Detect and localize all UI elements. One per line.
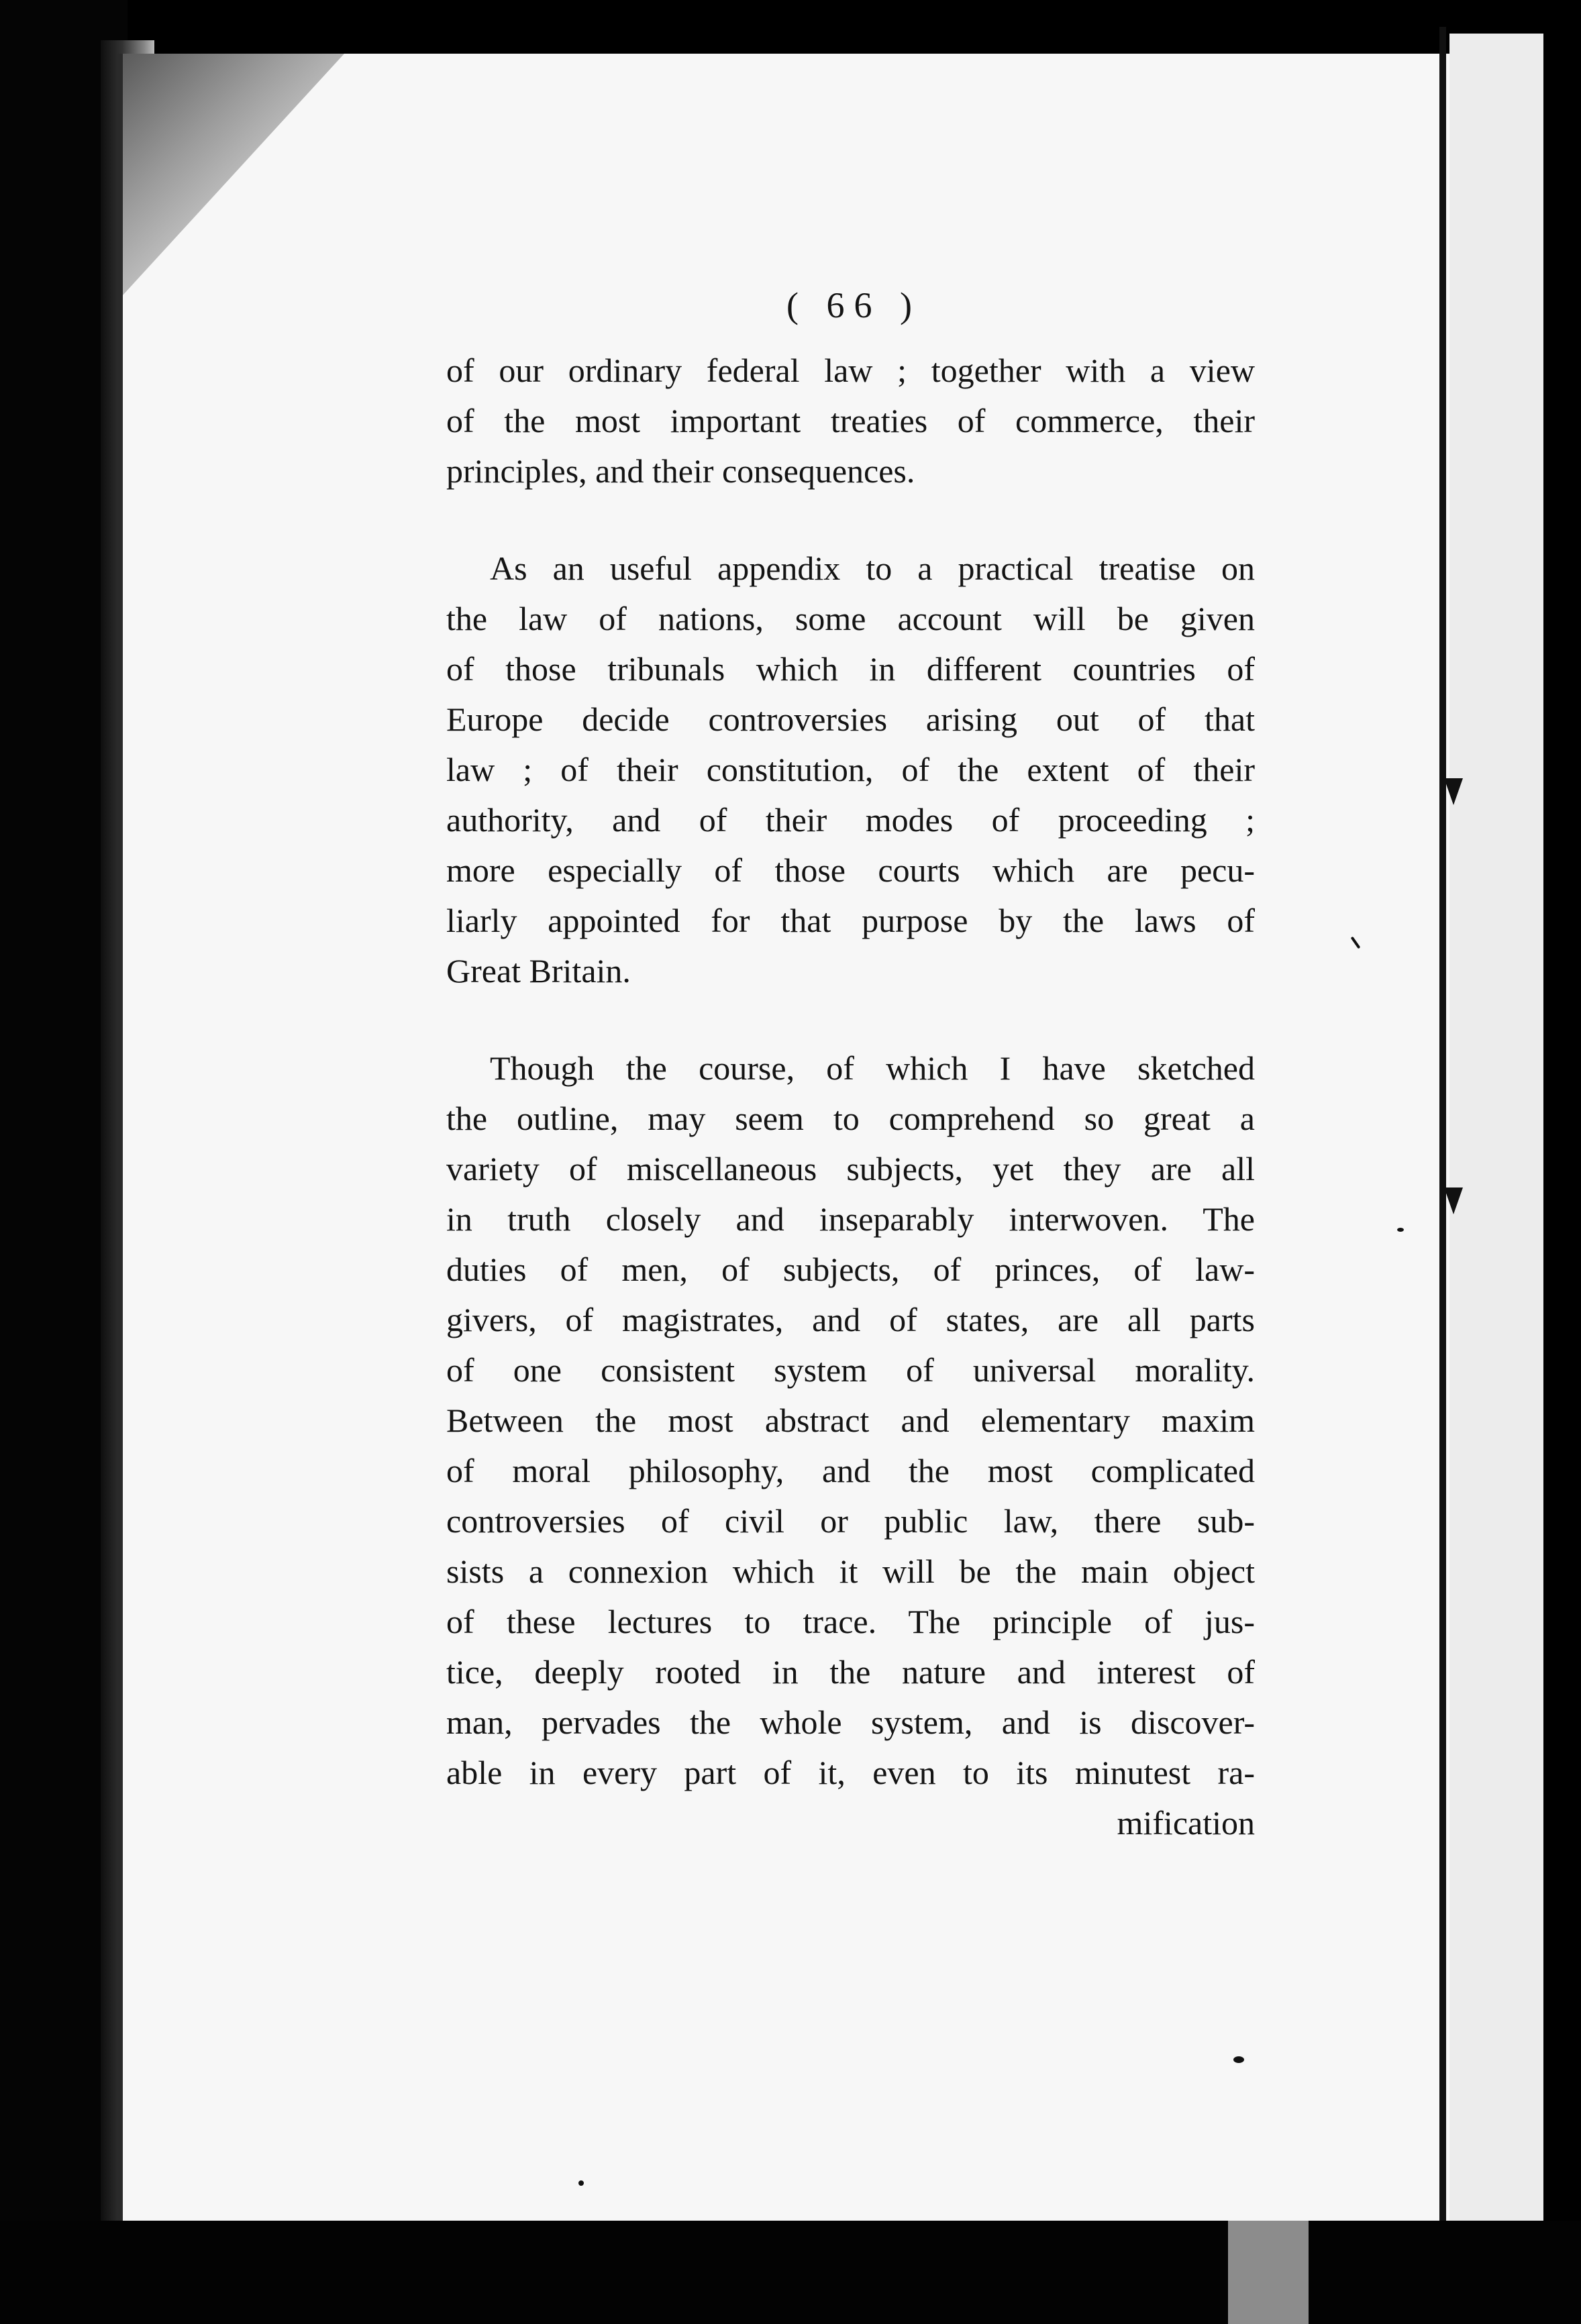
text-line: tice, deeply rooted in the nature and interest of bbox=[446, 1653, 1255, 1691]
page-fold-line bbox=[1439, 27, 1446, 2234]
fold-notch-mark bbox=[1444, 1187, 1463, 1214]
text-line: controversies of civil or public law, there sub- bbox=[446, 1502, 1255, 1540]
text-line: duties of men, of subjects, of princes, of law- bbox=[446, 1251, 1255, 1288]
scan-right-margin bbox=[1543, 0, 1581, 2324]
text-line: of moral philosophy, and the most complicated bbox=[446, 1452, 1255, 1489]
scan-bottom-tab bbox=[1228, 2221, 1309, 2324]
text-line: variety of miscellaneous subjects, yet they are all bbox=[446, 1150, 1255, 1187]
text-line: of those tribunals which in different countries of bbox=[446, 650, 1255, 688]
catchword: mification bbox=[1117, 1804, 1255, 1842]
paragraph bbox=[446, 543, 1255, 996]
paragraph bbox=[446, 1043, 1255, 1798]
scan-bottom-margin bbox=[0, 2221, 1581, 2324]
fold-notch-mark bbox=[1444, 778, 1463, 805]
text-line: givers, of magistrates, and of states, are all parts bbox=[446, 1301, 1255, 1338]
text-line: able in every part of it, even to its minutest ra- bbox=[446, 1754, 1255, 1791]
text-line: the law of nations, some account will be given bbox=[446, 600, 1255, 637]
text-line: principles, and their consequences. bbox=[446, 452, 915, 490]
text-line: Though the course, of which I have sketched bbox=[490, 1049, 1255, 1087]
text-line: As an useful appendix to a practical treatise on bbox=[490, 549, 1255, 587]
paragraph bbox=[446, 346, 1255, 496]
text-line: Great Britain. bbox=[446, 952, 631, 990]
text-line: sists a connexion which it will be the main object bbox=[446, 1552, 1255, 1590]
text-line: Europe decide controversies arising out of that bbox=[446, 700, 1255, 738]
text-line: of these lectures to trace. The principle of jus- bbox=[446, 1603, 1255, 1640]
text-line: more especially of those courts which are pecu- bbox=[446, 851, 1255, 889]
page-corner-curl bbox=[123, 54, 344, 295]
text-line: the outline, may seem to comprehend so great a bbox=[446, 1100, 1255, 1137]
text-line: of our ordinary federal law ; together with a view bbox=[446, 352, 1255, 389]
text-line: authority, and of their modes of proceeding ; bbox=[446, 801, 1255, 839]
text-line: of the most important treaties of commerce, their bbox=[446, 402, 1255, 439]
text-line: liarly appointed for that purpose by the laws of bbox=[446, 902, 1255, 939]
text-line: law ; of their constitution, of the extent of their bbox=[446, 751, 1255, 788]
ink-speck bbox=[1233, 2056, 1244, 2063]
text-line: in truth closely and inseparably interwoven. The bbox=[446, 1200, 1255, 1238]
ink-speck bbox=[1397, 1228, 1404, 1232]
text-line: Between the most abstract and elementary maxim bbox=[446, 1402, 1255, 1439]
page-text bbox=[446, 265, 1255, 1848]
text-line: of one consistent system of universal morality. bbox=[446, 1351, 1255, 1389]
page-number: ( 66 ) bbox=[786, 285, 921, 325]
ink-speck bbox=[578, 2180, 584, 2186]
facing-page-edge bbox=[1449, 34, 1550, 2234]
text-line: man, pervades the whole system, and is discover- bbox=[446, 1703, 1255, 1741]
